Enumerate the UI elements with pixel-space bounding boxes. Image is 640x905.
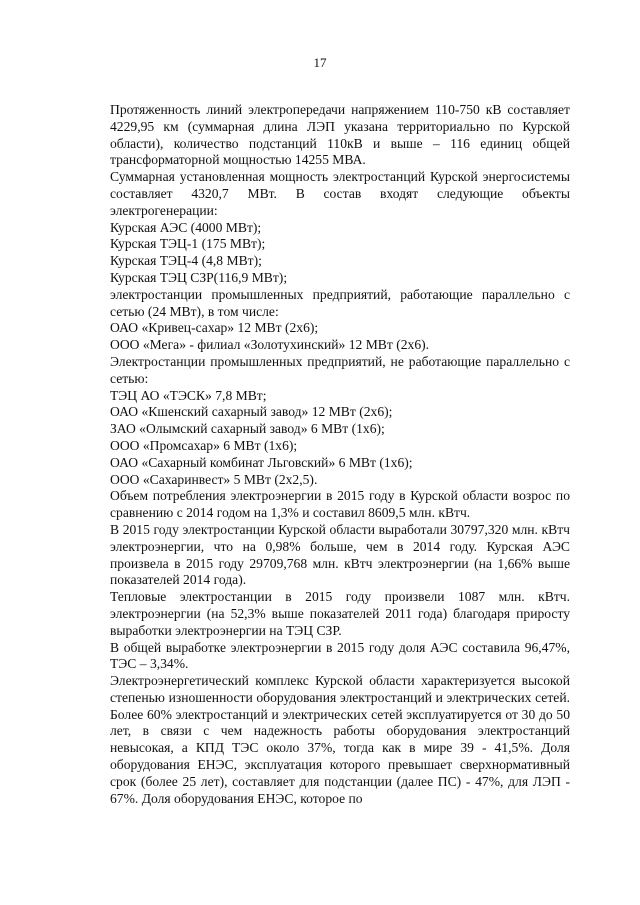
list-item: Курская ТЭЦ СЗР(116,9 МВт);	[110, 269, 288, 285]
list-item: ООО «Мега» - филиал «Золотухинский» 12 МВт (2х6).	[110, 337, 430, 353]
paragraph: В общей выработке электроэнергии в 2015 году доля АЭС составила 96,47%, ТЭС – 3,34%.	[110, 639, 570, 672]
paragraph: В 2015 году электростанции Курской области выработали 30797,320 млн. кВтч электроэнергии, что на 0,98% больше, чем в 2014 году. Курская АЭС произвела в 2015 году 29709,768 млн. кВтч электроэнергии (на 1,66% выше показателей 2014 года).	[110, 521, 570, 588]
paragraph: Тепловые электростанции в 2015 году произвели 1087 млн. кВтч. электроэнергии (на 52,3% выше показателей 2011 года) благодаря приросту выработки электроэнергии на ТЭЦ СЗР.	[110, 589, 570, 638]
list-item: ТЭЦ АО «ТЭСК» 7,8 МВт;	[110, 387, 267, 403]
page-number: 17	[313, 55, 327, 70]
paragraph: электростанции промышленных предприятий, работающие параллельно с сетью (24 МВт), в том числе:	[110, 286, 570, 319]
paragraph: Электростанции промышленных предприятий, не работающие параллельно с сетью:	[110, 353, 570, 386]
list-item: ОАО «Сахарный комбинат Льговский» 6 МВт (1х6);	[110, 454, 413, 470]
paragraph: Объем потребления электроэнергии в 2015 году в Курской области возрос по сравнению с 2014 годом на 1,3% и составил 8609,5 млн. кВтч.	[110, 488, 570, 521]
list-item: ООО «Сахаринвест» 5 МВт (2х2,5).	[110, 471, 318, 487]
paragraph: Электроэнергетический комплекс Курской области характеризуется высокой степенью изношенности оборудования электростанций и электрических сетей. Более 60% электростанций и электрических сетей эксплуатируется от 30 до 50 лет, в связи с чем надежность работы оборудования электростанций невысокая, а КПД ТЭС около 37%, тогда как в мире 39 - 41,5%. Доля оборудования ЕНЭС, эксплуатация которого превышает сверхнормативный срок (более 25 лет), составляет для подстанции (далее ПС) - 47%, для ЛЭП - 67%. Доля оборудования ЕНЭС, которое по	[110, 673, 570, 806]
list-item: ОАО «Кривец-сахар» 12 МВт (2х6);	[110, 320, 319, 336]
list-item: Курская ТЭЦ-1 (175 МВт);	[110, 236, 266, 252]
list-item: Курская ТЭЦ-4 (4,8 МВт);	[110, 253, 262, 269]
list-item: ЗАО «Олымский сахарный завод» 6 МВт (1х6);	[110, 421, 385, 437]
paragraph: Суммарная установленная мощность электростанций Курской энергосистемы составляет 4320,7 МВт. В состав входят следующие объекты электрогенерации:	[110, 169, 570, 218]
list-item: Курская АЭС (4000 МВт);	[110, 219, 262, 235]
document-body	[110, 102, 570, 807]
list-item: ОАО «Кшенский сахарный завод» 12 МВт (2х6);	[110, 404, 393, 420]
paragraph: Протяженность линий электропередачи напряжением 110-750 кВ составляет 4229,95 км (суммарная длина ЛЭП указана территориально по Курской области), количество подстанций 110кВ и выше – 116 единиц общей трансформаторной мощностью 14255 МВА.	[110, 102, 570, 168]
list-item: ООО «Промсахар» 6 МВт (1х6);	[110, 437, 298, 453]
